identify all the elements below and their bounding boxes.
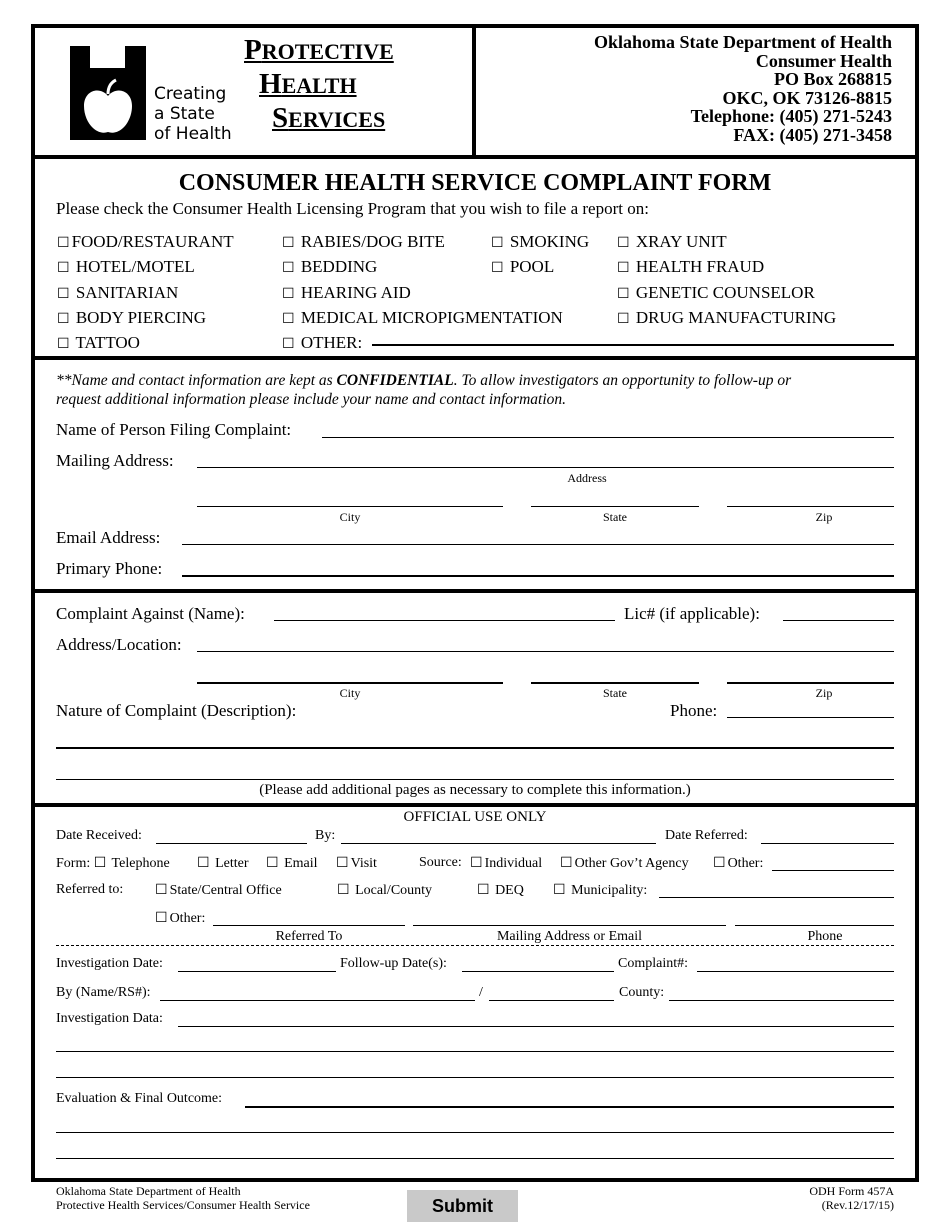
checkbox-icon[interactable]: ☐ <box>197 855 210 871</box>
footer-program: Protective Health Services/Consumer Health Service <box>56 1198 310 1212</box>
city-caption: City <box>339 686 361 700</box>
mailing-address-input[interactable] <box>197 467 894 468</box>
checkbox-icon[interactable]: ☐ <box>93 855 107 871</box>
checkbox-icon[interactable]: ☐ <box>617 310 630 327</box>
checkbox-local-county[interactable]: ☐ Local/County <box>337 882 433 898</box>
logo-tagline-line: of Health <box>154 124 232 144</box>
revision-date: (Rev.12/17/15) <box>821 1198 894 1212</box>
checkbox-hearing-aid[interactable]: ☐ HEARING AID <box>282 282 411 302</box>
respondent-zip-input[interactable] <box>727 682 894 684</box>
checkbox-icon[interactable]: ☐ <box>282 285 295 302</box>
evaluation-label: Evaluation & Final Outcome: <box>56 1091 223 1106</box>
checkbox-source-other[interactable]: ☐ Other: <box>713 855 764 871</box>
email-label: Email Address: <box>56 528 161 547</box>
by-name-label: By (Name/RS#): <box>56 985 151 1000</box>
phs-title-line2: HEALTH <box>259 68 357 100</box>
submit-button[interactable]: Submit <box>407 1190 518 1222</box>
source-other-input[interactable] <box>772 870 894 871</box>
checkbox-icon[interactable]: ☐ <box>282 260 295 277</box>
rs-number-input[interactable] <box>489 1000 614 1001</box>
checkbox-icon[interactable]: ☐ <box>57 310 70 327</box>
zip-caption: Zip <box>815 686 833 700</box>
primary-phone-label: Primary Phone: <box>56 559 163 578</box>
referred-to-label: Referred to: <box>56 882 124 897</box>
investigation-data-label: Investigation Data: <box>56 1011 163 1026</box>
form-number: ODH Form 457A <box>809 1184 894 1198</box>
checkbox-icon[interactable]: ☐ <box>266 855 279 871</box>
program-other-input[interactable] <box>372 344 894 346</box>
referred-address-input[interactable] <box>413 925 726 926</box>
additional-pages-note: (Please add additional pages as necessary to complete this information.) <box>259 782 691 798</box>
org-fax: FAX: (405) 271-3458 <box>733 124 892 145</box>
checkbox-xray[interactable]: ☐ XRAY UNIT <box>617 232 727 251</box>
official-use-title: OFFICIAL USE ONLY <box>403 809 547 825</box>
checkbox-icon[interactable]: ☐ <box>337 882 350 898</box>
form-frame <box>31 24 919 1182</box>
phs-title-line1: PROTECTIVE <box>244 34 394 66</box>
checkbox-icon[interactable]: ☐ <box>155 910 168 926</box>
checkbox-email[interactable]: ☐ Email <box>266 855 318 871</box>
checkbox-icon[interactable]: ☐ <box>57 336 70 353</box>
divider-header-vertical <box>472 24 476 158</box>
followup-label: Follow-up Date(s): <box>340 956 447 971</box>
checkbox-municipality[interactable]: ☐ Municipality: <box>553 882 648 898</box>
date-received-input[interactable] <box>156 843 307 844</box>
org-phone: Telephone: (405) 271-5243 <box>690 106 892 126</box>
evaluation-line[interactable] <box>56 1132 894 1133</box>
complaint-against-label: Complaint Against (Name): <box>56 604 245 623</box>
checkbox-food-restaurant[interactable]: ☐ FOOD/RESTAURANT <box>57 232 234 251</box>
location-input[interactable] <box>197 651 894 652</box>
checkbox-pool[interactable]: ☐ POOL <box>491 257 555 277</box>
checkbox-rabies[interactable]: ☐ RABIES/DOG BITE <box>282 232 445 251</box>
checkbox-smoking[interactable]: ☐ SMOKING <box>491 232 590 251</box>
checkbox-letter[interactable]: ☐ Letter <box>197 855 249 871</box>
evaluation-input[interactable] <box>245 1106 894 1108</box>
referred-phone-input[interactable] <box>735 925 894 926</box>
investigation-date-label: Investigation Date: <box>56 956 163 971</box>
checkbox-icon[interactable]: ☐ <box>617 235 630 251</box>
mailing-caption: Mailing Address or Email <box>496 929 643 944</box>
investigation-data-input[interactable] <box>178 1026 894 1027</box>
checkbox-icon[interactable]: ☐ <box>57 285 70 302</box>
apple-h-logo-icon <box>70 46 146 140</box>
municipality-input[interactable] <box>659 897 894 898</box>
phone-caption: Phone <box>807 929 843 944</box>
nature-label: Nature of Complaint (Description): <box>56 701 297 720</box>
checkbox-telephone[interactable]: ☐ Telephone <box>93 855 170 871</box>
divider-respondent <box>31 803 919 807</box>
referred-to-input[interactable] <box>213 925 405 926</box>
checkbox-icon[interactable]: ☐ <box>282 235 295 251</box>
date-referred-input[interactable] <box>761 843 894 844</box>
by-name-input[interactable] <box>160 1000 475 1001</box>
checkbox-drug-manufacturing[interactable]: ☐ DRUG MANUFACTURING <box>617 307 837 327</box>
checkbox-icon[interactable]: ☐ <box>713 855 726 871</box>
state-caption: State <box>603 510 627 524</box>
date-received-label: Date Received: <box>56 828 142 843</box>
checkbox-icon[interactable]: ☐ <box>560 855 573 871</box>
checkbox-icon[interactable]: ☐ <box>470 855 483 871</box>
by-input[interactable] <box>341 843 656 844</box>
respondent-phone-input[interactable] <box>727 717 894 718</box>
county-input[interactable] <box>669 1000 894 1001</box>
checkbox-individual[interactable]: ☐ Individual <box>470 855 543 871</box>
investigation-date-input[interactable] <box>178 971 336 972</box>
logo-tagline-line: Creating <box>154 84 227 104</box>
mailing-address-label: Mailing Address: <box>56 451 174 470</box>
checkbox-sanitarian[interactable]: ☐ SANITARIAN <box>57 282 179 302</box>
org-dept: Consumer Health <box>755 50 892 71</box>
license-label: Lic# (if applicable): <box>624 604 760 623</box>
footer-right <box>809 1184 894 1212</box>
description-line[interactable] <box>56 779 894 780</box>
divider-programs <box>31 356 919 360</box>
org-pobox: PO Box 268815 <box>773 69 892 89</box>
slash-separator: / <box>479 985 483 1000</box>
logo-tagline <box>154 84 232 144</box>
description-line[interactable] <box>56 747 894 749</box>
evaluation-line[interactable] <box>56 1158 894 1159</box>
phs-title-line3: SERVICES <box>272 102 386 134</box>
checkbox-referred-other[interactable]: ☐ Other: <box>155 910 206 926</box>
program-column-3 <box>491 230 589 281</box>
checkbox-visit[interactable]: ☐ Visit <box>336 855 377 871</box>
checkbox-deq[interactable]: ☐ DEQ <box>477 882 524 898</box>
checkbox-icon[interactable]: ☐ <box>477 882 490 898</box>
complainant-zip-input[interactable] <box>727 506 894 507</box>
location-label: Address/Location: <box>56 635 182 654</box>
checkbox-icon[interactable]: ☐ <box>617 260 630 277</box>
org-name: Oklahoma State Department of Health <box>594 32 892 52</box>
checkbox-genetic-counselor[interactable]: ☐ GENETIC COUNSELOR <box>617 282 815 302</box>
org-address-block <box>594 33 892 144</box>
checkbox-icon[interactable]: ☐ <box>491 260 504 277</box>
org-city: OKC, OK 73126-8815 <box>722 87 892 108</box>
source-label: Source: <box>419 855 462 870</box>
primary-phone-input[interactable] <box>182 575 894 577</box>
checkbox-health-fraud[interactable]: ☐ HEALTH FRAUD <box>617 257 765 277</box>
respondent-phone-label: Phone: <box>670 701 718 720</box>
osdh-logo <box>70 46 146 140</box>
complainant-name-input[interactable] <box>322 437 894 438</box>
footer-left <box>56 1184 310 1212</box>
checkbox-icon[interactable]: ☐ <box>336 855 349 871</box>
address-caption: Address <box>567 471 607 485</box>
divider-complainant <box>31 589 919 593</box>
checkbox-icon[interactable]: ☐ <box>282 336 295 353</box>
county-label: County: <box>619 985 665 1000</box>
checkbox-body-piercing[interactable]: ☐ BODY PIERCING <box>57 307 206 327</box>
program-instruction: Please check the Consumer Health Licensing Program that you wish to file a report on: <box>56 199 649 218</box>
form-type-row: Form: ☐ Telephone <box>56 855 170 871</box>
complainant-state-input[interactable] <box>531 506 699 507</box>
state-caption: State <box>603 686 627 700</box>
complaint-no-input[interactable] <box>697 971 894 972</box>
dashed-divider <box>56 945 894 946</box>
checkbox-tattoo[interactable]: ☐ TATTOO <box>57 333 140 353</box>
complainant-name-label: Name of Person Filing Complaint: <box>56 420 292 439</box>
zip-caption: Zip <box>815 510 833 524</box>
investigation-data-line[interactable] <box>56 1051 894 1052</box>
checkbox-icon[interactable]: ☐ <box>617 285 630 302</box>
logo-tagline-line: a State <box>154 104 215 124</box>
checkbox-state-central[interactable]: ☐ State/Central Office <box>155 882 282 898</box>
respondent-state-input[interactable] <box>531 682 699 684</box>
email-input[interactable] <box>182 544 894 545</box>
program-column-4 <box>617 230 836 331</box>
checkbox-other-gov[interactable]: ☐ Other Gov’t Agency <box>560 855 689 871</box>
checkbox-bedding[interactable]: ☐ BEDDING <box>282 257 378 277</box>
respondent-city-input[interactable] <box>197 682 503 684</box>
confidential-notice: **Name and contact information are kept as CONFIDENTIAL. To allow investigators an opportunity to follow-up or request additional information please include your name and contact information. <box>56 372 792 408</box>
form-title: CONSUMER HEALTH SERVICE COMPLAINT FORM <box>178 170 772 196</box>
checkbox-icon[interactable]: ☐ <box>553 882 566 898</box>
complaint-against-input[interactable] <box>274 620 615 621</box>
investigation-data-line[interactable] <box>56 1077 894 1078</box>
followup-input[interactable] <box>462 971 614 972</box>
date-referred-label: Date Referred: <box>665 828 748 843</box>
checkbox-hotel-motel[interactable]: ☐ HOTEL/MOTEL <box>57 257 195 277</box>
complainant-city-input[interactable] <box>197 506 503 507</box>
program-column-1 <box>57 230 234 356</box>
checkbox-other[interactable]: ☐ OTHER: <box>282 333 363 353</box>
license-input[interactable] <box>783 620 894 621</box>
city-caption: City <box>339 510 361 524</box>
checkbox-icon[interactable]: ☐ <box>57 260 70 277</box>
complaint-no-label: Complaint#: <box>618 956 688 971</box>
checkbox-micropigmentation[interactable]: ☐ MEDICAL MICROPIGMENTATION <box>282 307 563 327</box>
by-label: By: <box>315 828 336 843</box>
checkbox-icon[interactable]: ☐ <box>282 310 295 327</box>
referred-to-caption: Referred To <box>275 929 343 944</box>
footer-org: Oklahoma State Department of Health <box>56 1184 241 1198</box>
checkbox-icon[interactable]: ☐ <box>155 882 168 898</box>
checkbox-icon[interactable]: ☐ <box>57 235 70 251</box>
checkbox-icon[interactable]: ☐ <box>491 235 504 251</box>
